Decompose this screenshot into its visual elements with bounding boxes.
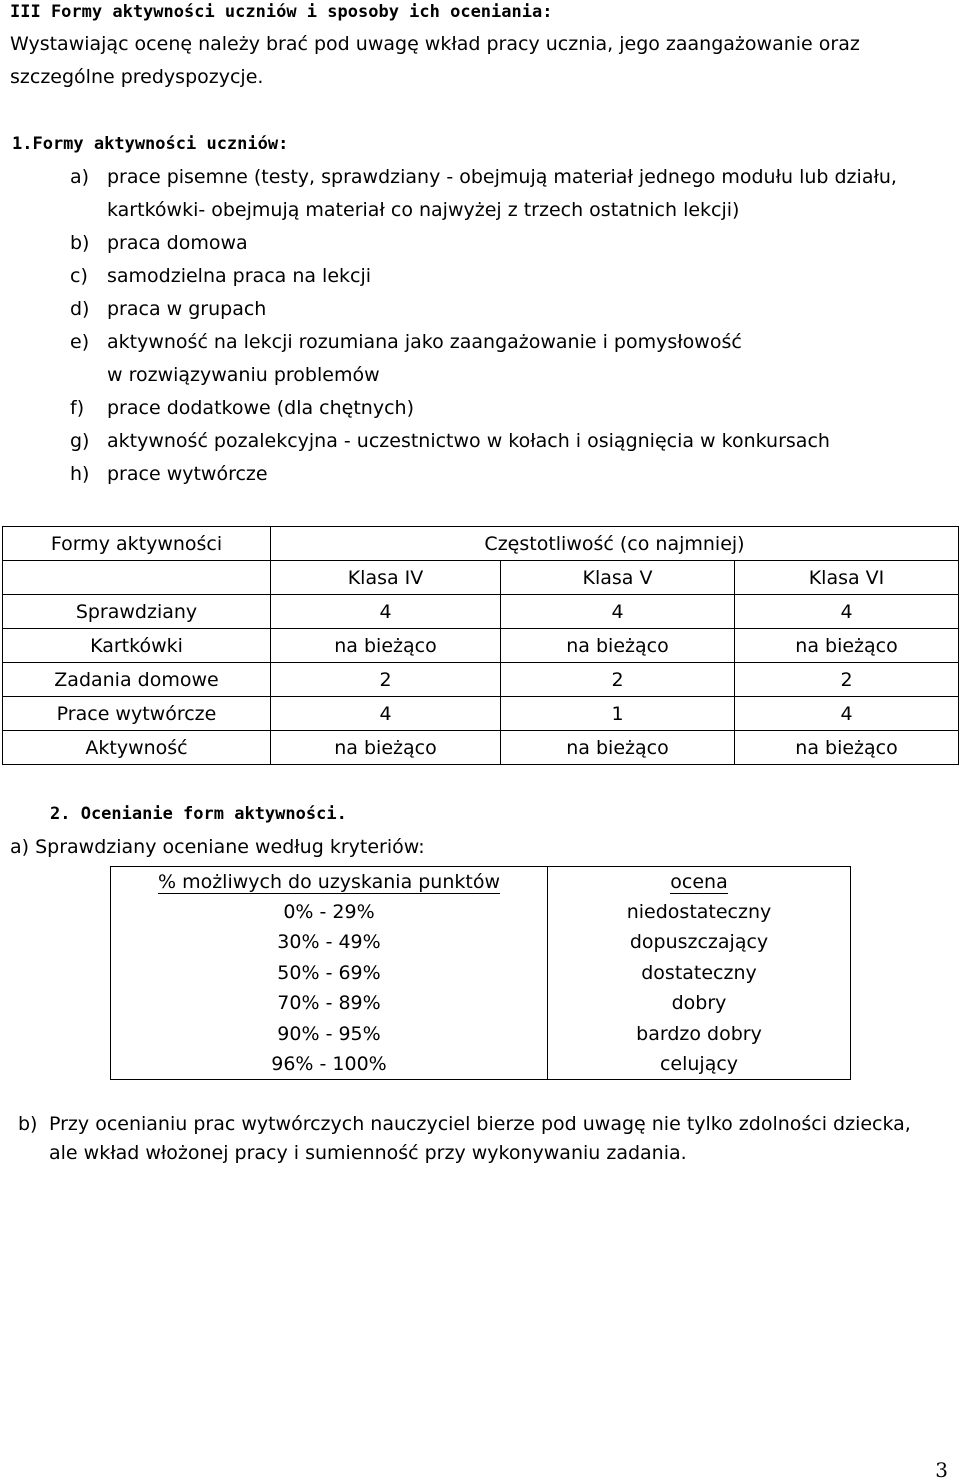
table-cell-range: 0% - 29% [111,897,548,927]
table-cell: na bieżąco [735,629,959,663]
table-cell-grade: celujący [548,1049,851,1079]
table-row-label: Zadania domowe [3,663,271,697]
table-row-label: Prace wytwórcze [3,697,271,731]
table-cell: na bieżąco [271,731,501,765]
list-item-letter: d) [70,298,90,320]
table-cell: na bieżąco [501,629,735,663]
table-cell-grade: dobry [548,988,851,1018]
table-row [111,897,851,927]
table-cell: na bieżąco [735,731,959,765]
list-item-text: prace wytwórcze [107,463,268,485]
list-item-letter: a) [70,166,90,188]
list-item-text: praca domowa [107,232,248,254]
table-row [3,595,959,629]
table-cell: na bieżąco [271,629,501,663]
table-cell: na bieżąco [501,731,735,765]
table-cell-grade: niedostateczny [548,897,851,927]
table-row [111,958,851,988]
table-row [3,731,959,765]
list-item-letter: g) [70,430,90,452]
table-cell-grade: dostateczny [548,958,851,988]
table-cell-range: 30% - 49% [111,927,548,957]
table-header-class: Klasa IV [271,561,501,595]
table-header-class: Klasa V [501,561,735,595]
grading-criteria-table [110,866,851,1080]
list-item-letter: c) [70,265,88,287]
list-item-text: prace dodatkowe (dla chętnych) [107,397,414,419]
table-cell: 2 [271,663,501,697]
table-header-grade-label: ocena [670,870,728,893]
list-item-letter: h) [70,463,90,485]
table-row [3,697,959,731]
table-row-label: Kartkówki [3,629,271,663]
note-line-2: ale wkład włożonej pracy i sumienność przy wykonywaniu zadania. [49,1142,687,1164]
table-cell-range: 96% - 100% [111,1049,548,1079]
table-cell: 2 [735,663,959,697]
table-cell-range: 70% - 89% [111,988,548,1018]
table-row [3,663,959,697]
table-row [111,927,851,957]
table-header-points [111,867,548,897]
table-header-forms: Formy aktywności [3,527,271,561]
list-item-text-continued: kartkówki- obejmują materiał co najwyżej z trzech ostatnich lekcji) [107,199,740,221]
table-cell: 1 [501,697,735,731]
table-header-frequency: Częstotliwość (co najmniej) [271,527,959,561]
note-line-1: Przy ocenianiu prac wytwórczych nauczyciel bierze pod uwagę nie tylko zdolności dziecka, [49,1113,911,1135]
table-cell-empty [3,561,271,595]
table-cell: 4 [735,595,959,629]
list-item-letter: b) [70,232,90,254]
subsection-title-2: 2. Ocenianie form aktywności. [50,804,347,824]
table-row-label: Aktywność [3,731,271,765]
frequency-table [2,526,959,765]
table-header-grade [548,867,851,897]
list-item-text: prace pisemne (testy, sprawdziany - obejmują materiał jednego modułu lub działu, [107,166,897,188]
intro-line-2: szczególne predyspozycje. [10,66,264,88]
criteria-heading: a) Sprawdziany oceniane według kryteriów: [10,836,425,858]
table-cell: 2 [501,663,735,697]
table-row [3,629,959,663]
section-title: III Formy aktywności uczniów i sposoby ich oceniania: [10,2,553,22]
table-cell-grade: dopuszczający [548,927,851,957]
intro-line-1: Wystawiając ocenę należy brać pod uwagę wkład pracy ucznia, jego zaangażowanie oraz [10,33,860,55]
subsection-title: 1.Formy aktywności uczniów: [12,134,289,154]
list-item-letter: f) [70,397,85,419]
table-cell: 4 [735,697,959,731]
list-item-text: aktywność pozalekcyjna - uczestnictwo w kołach i osiągnięcia w konkursach [107,430,830,452]
table-header-points-label: % możliwych do uzyskania punktów [157,870,501,893]
list-item-text-continued: w rozwiązywaniu problemów [107,364,380,386]
table-header-class: Klasa VI [735,561,959,595]
list-item-text: praca w grupach [107,298,267,320]
list-item-text: samodzielna praca na lekcji [107,265,372,287]
list-item-text: aktywność na lekcji rozumiana jako zaangażowanie i pomysłowość [107,331,742,353]
table-cell-range: 50% - 69% [111,958,548,988]
note-letter: b) [18,1113,38,1135]
table-row-label: Sprawdziany [3,595,271,629]
table-cell-range: 90% - 95% [111,1018,548,1048]
table-cell-grade: bardzo dobry [548,1018,851,1048]
table-row [111,988,851,1018]
table-cell: 4 [501,595,735,629]
table-row [111,1049,851,1079]
page-number: 3 [935,1458,948,1482]
table-cell: 4 [271,595,501,629]
table-cell: 4 [271,697,501,731]
table-row [111,1018,851,1048]
list-item-letter: e) [70,331,90,353]
